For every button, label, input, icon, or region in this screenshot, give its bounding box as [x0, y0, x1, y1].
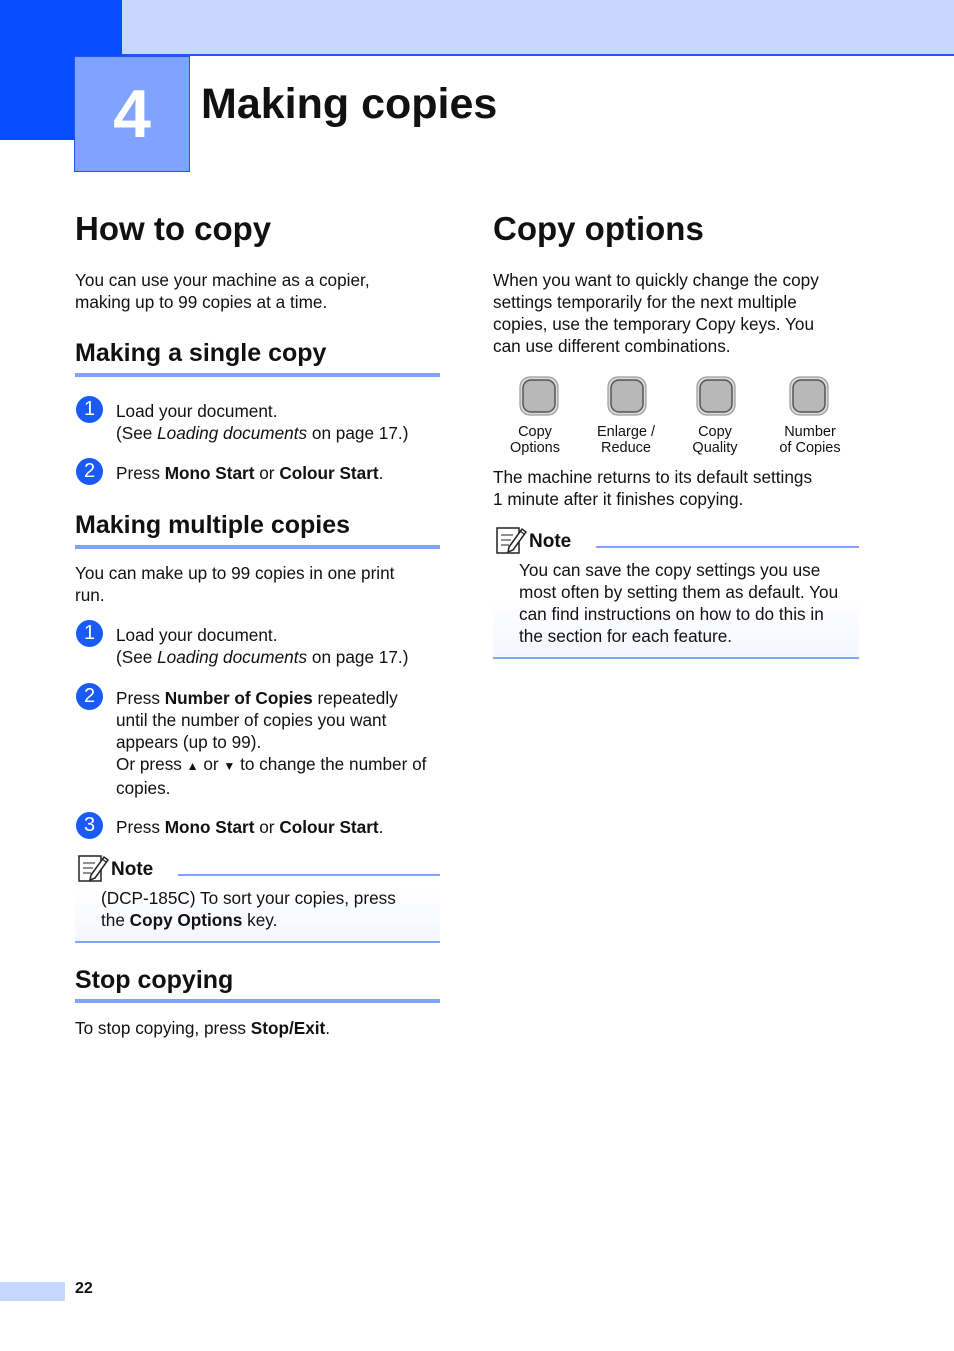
single-step-1: Load your document. (See Loading documents on page 17.): [116, 401, 409, 443]
section-rule: [75, 545, 440, 549]
page-number: 22: [75, 1280, 93, 1297]
header-band: [0, 0, 954, 56]
chapter-number: 4: [74, 56, 190, 172]
down-arrow-icon: ▼: [223, 759, 236, 773]
page-tab: [0, 1282, 65, 1301]
step-number-badge: 2: [76, 458, 103, 485]
default-settings-text: The machine returns to its default settings 1 minute after it finishes copying.: [493, 467, 813, 509]
key-label-number-of-copies: Number of Copies: [779, 424, 841, 456]
section-rule: [75, 999, 440, 1003]
note-text: (DCP-185C) To sort your copies, press the Copy Options key.: [101, 888, 396, 930]
single-step-2: Press Mono Start or Colour Start.: [116, 463, 384, 483]
multiple-step-2: Press Number of Copies repeatedly until the number of copies you want appears (up to 99). Or press ▲ or ▼ to change the number of copies.: [116, 688, 427, 798]
step-number-badge: 2: [76, 683, 103, 710]
number-of-copies-key-icon: [789, 376, 829, 416]
key-label-copy-quality: Copy Quality: [692, 424, 738, 456]
key-label-enlarge-reduce: Enlarge / Reduce: [596, 424, 656, 456]
section-rule: [75, 373, 440, 377]
note-bottom-rule: [75, 941, 440, 943]
multiple-intro: You can make up to 99 copies in one print run.: [75, 563, 395, 605]
step-number-badge: 1: [76, 620, 103, 647]
how-to-copy-intro: You can use your machine as a copier, making up to 99 copies at a time.: [75, 270, 370, 312]
copy-options-key-icon: [519, 376, 559, 416]
step-number-badge: 3: [76, 812, 103, 839]
note-rule: [178, 874, 440, 876]
copy-options-intro: When you want to quickly change the copy settings temporarily for the next multiple copies, use the temporary Copy keys. You can use different combinations.: [493, 270, 819, 356]
heading-copy-options: Copy options: [493, 210, 704, 247]
heading-single-copy: Making a single copy: [75, 339, 327, 367]
stop-copying-text: To stop copying, press Stop/Exit.: [75, 1018, 331, 1038]
step-number-badge: 1: [76, 396, 103, 423]
note-text: You can save the copy settings you use most often by setting them as default. You can find instructions on how to do this in the section for each feature.: [519, 560, 839, 646]
note-rule: [596, 546, 859, 548]
note-bottom-rule: [493, 657, 859, 659]
note-title: Note: [111, 859, 154, 880]
heading-multiple-copies: Making multiple copies: [75, 511, 351, 539]
note-pencil-icon: [77, 853, 109, 883]
note-title: Note: [529, 531, 572, 552]
enlarge-reduce-key-icon: [607, 376, 647, 416]
multiple-step-1: Load your document. (See Loading documents on page 17.): [116, 625, 409, 667]
note-pencil-icon: [495, 525, 527, 555]
copy-quality-key-icon: [696, 376, 736, 416]
chapter-title: Making copies: [201, 80, 498, 128]
key-label-copy-options: Copy Options: [510, 424, 560, 456]
up-arrow-icon: ▲: [186, 759, 199, 773]
multiple-step-3: Press Mono Start or Colour Start.: [116, 817, 384, 837]
heading-stop-copying: Stop copying: [75, 966, 234, 994]
heading-how-to-copy: How to copy: [75, 210, 272, 247]
